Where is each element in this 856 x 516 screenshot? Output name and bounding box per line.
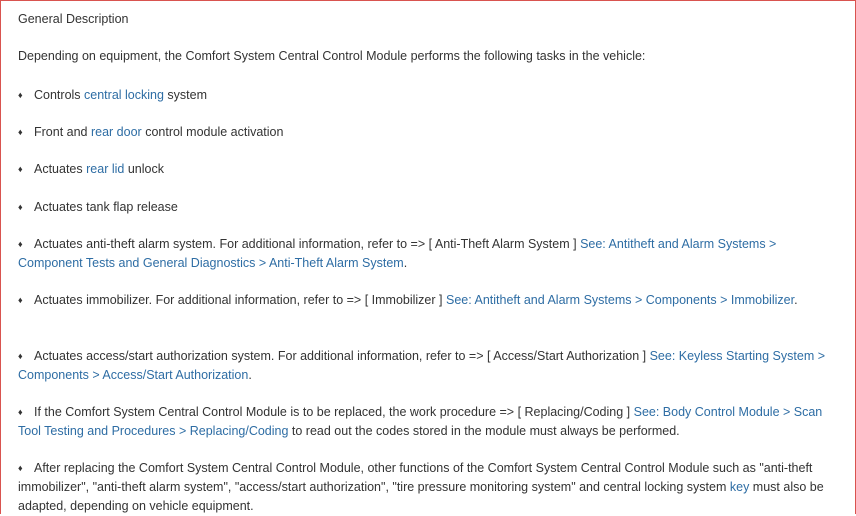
item-text: unlock <box>124 162 164 176</box>
list-item <box>18 291 840 310</box>
diamond-bullet-icon: ♦ <box>18 351 23 361</box>
item-text: After replacing the Comfort System Central Control Module, other functions of the Comfort System Central Control Module such as "anti-theft immobilizer", "anti-theft alarm system", "access/start authorization", "tire pressure monitoring system" and central locking system <box>18 461 813 494</box>
item-text: Front and <box>34 125 91 139</box>
item-text: If the Comfort System Central Control Module is to be replaced, the work procedure => [ Replacing/Coding ] <box>34 405 634 419</box>
item-text: Actuates <box>34 162 87 176</box>
link-anti-theft-alarm-system[interactable]: See: Antitheft and Alarm Systems > Component Tests and General Diagnostics > Anti-Theft Alarm System <box>18 237 777 270</box>
item-text: must also be adapted, depending on vehicle equipment. <box>18 480 824 513</box>
diamond-bullet-icon: ♦ <box>18 407 23 417</box>
item-text: control module activation <box>141 125 284 139</box>
list-item <box>18 160 840 179</box>
diamond-bullet-icon: ♦ <box>18 239 23 249</box>
item-text: Actuates immobilizer. For additional information, refer to => [ Immobilizer ] <box>34 293 446 307</box>
list-item <box>18 123 840 142</box>
item-text: Actuates anti-theft alarm system. For additional information, refer to => [ Anti-Theft Alarm System ] <box>34 237 581 251</box>
link-key[interactable]: key <box>729 480 750 494</box>
item-text: Actuates access/start authorization system. For additional information, refer to => [ Access/Start Authorization ] <box>34 349 650 363</box>
link-rear-lid[interactable]: rear lid <box>86 162 125 176</box>
diamond-bullet-icon: ♦ <box>18 127 23 137</box>
diamond-bullet-icon: ♦ <box>18 90 23 100</box>
diamond-bullet-icon: ♦ <box>18 202 23 212</box>
item-text: Actuates tank flap release <box>34 200 178 214</box>
item-text: . <box>248 368 252 382</box>
list-item <box>18 403 840 441</box>
section-heading: General Description <box>18 12 129 26</box>
item-text: Controls <box>34 88 85 102</box>
link-access-start-authorization[interactable]: See: Keyless Starting System > Components > Access/Start Authorization <box>18 349 826 382</box>
list-item <box>18 235 840 273</box>
item-text: . <box>794 293 798 307</box>
diamond-bullet-icon: ♦ <box>18 463 23 473</box>
link-rear-door[interactable]: rear door <box>90 125 142 139</box>
list-item <box>18 347 840 385</box>
list-item <box>18 86 840 105</box>
item-text: to read out the codes stored in the module must always be performed. <box>288 424 680 438</box>
diamond-bullet-icon: ♦ <box>18 295 23 305</box>
list-item <box>18 459 840 516</box>
link-replacing-coding[interactable]: See: Body Control Module > Scan Tool Testing and Procedures > Replacing/Coding <box>18 405 823 438</box>
item-text: . <box>403 256 408 270</box>
link-central-locking[interactable]: central locking <box>84 88 164 102</box>
item-text: system <box>163 88 207 102</box>
list-item <box>18 198 840 217</box>
link-immobilizer[interactable]: See: Antitheft and Alarm Systems > Components > Immobilizer <box>445 293 795 307</box>
diamond-bullet-icon: ♦ <box>18 164 23 174</box>
intro-paragraph: Depending on equipment, the Comfort System Central Control Module performs the following tasks in the vehicle: <box>18 49 646 63</box>
